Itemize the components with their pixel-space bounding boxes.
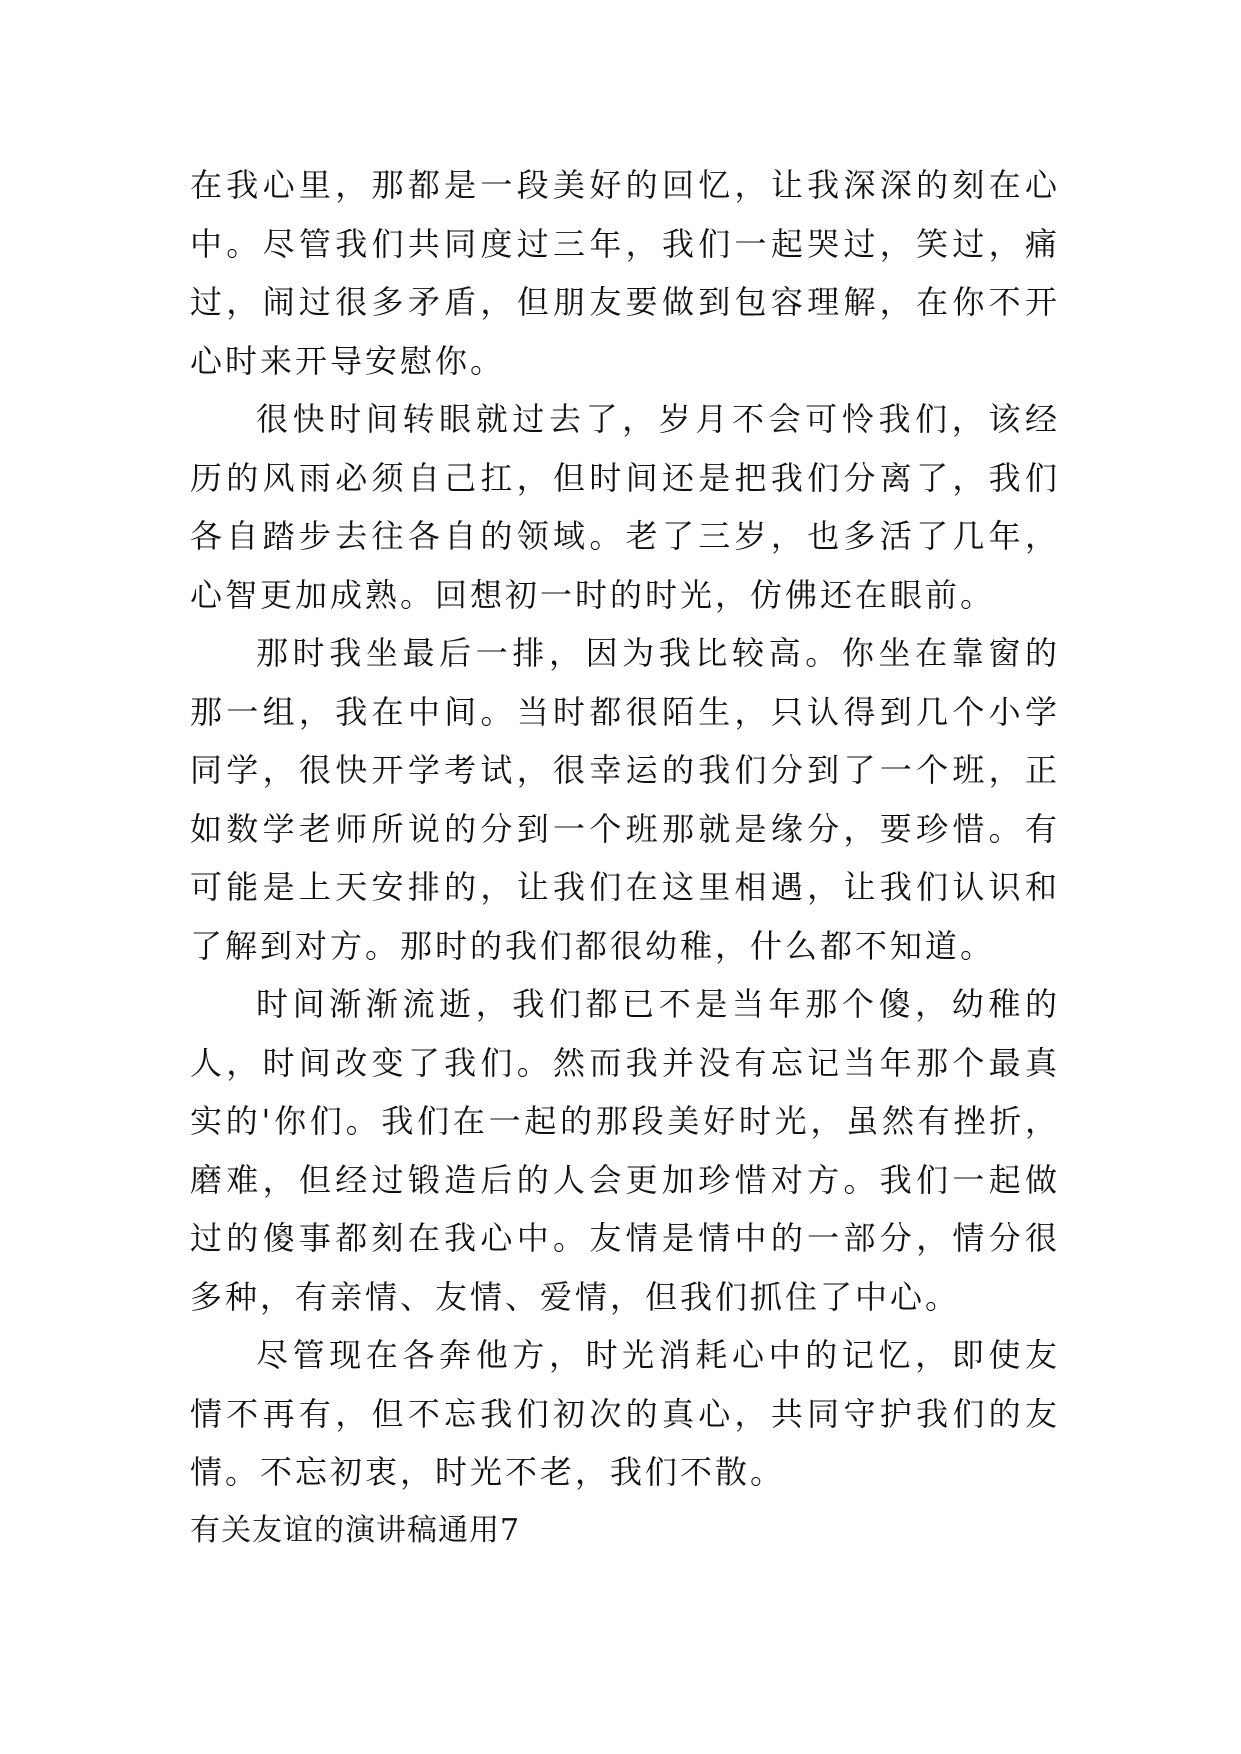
paragraph-5: 尽管现在各奔他方，时光消耗心中的记忆，即使友情不再有，但不忘我们初次的真心，共同守护我们的友情。不忘初衷，时光不老，我们不散。	[190, 1336, 1060, 1491]
paragraph-4: 时间渐渐流逝，我们都已不是当年那个傻，幼稚的人，时间改变了我们。然而我并没有忘记当年那个最真实的'你们。我们在一起的那段美好时光，虽然有挫折，磨难，但经过锻造后的人会更加珍惜对方。我们一起做过的傻事都刻在我心中。友情是情中的一部分，情分很多种，有亲情、友情、爱情，但我们抓住了中心。	[190, 985, 1060, 1316]
document-body	[190, 156, 1060, 1560]
paragraph-1: 在我心里，那都是一段美好的回忆，让我深深的刻在心中。尽管我们共同度过三年，我们一起哭过，笑过，痛过，闹过很多矛盾，但朋友要做到包容理解，在你不开心时来开导安慰你。	[190, 166, 1060, 380]
paragraph-2: 很快时间转眼就过去了，岁月不会可怜我们，该经历的风雨必须自己扛，但时间还是把我们分离了，我们各自踏步去往各自的领域。老了三岁，也多活了几年，心智更加成熟。回想初一时的时光，仿佛还在眼前。	[190, 400, 1060, 614]
paragraph-3: 那时我坐最后一排，因为我比较高。你坐在靠窗的那一组，我在中间。当时都很陌生，只认得到几个小学同学，很快开学考试，很幸运的我们分到了一个班，正如数学老师所说的分到一个班那就是缘分，要珍惜。有可能是上天安排的，让我们在这里相遇，让我们认识和了解到对方。那时的我们都很幼稚，什么都不知道。	[190, 634, 1060, 965]
section-heading: 有关友谊的演讲稿通用7	[190, 1512, 521, 1548]
